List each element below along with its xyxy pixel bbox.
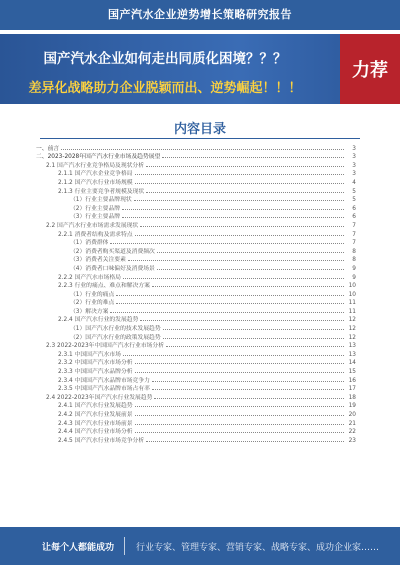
toc-entry-label: 2.4.3 国产汽水行业市场前景 bbox=[58, 420, 133, 427]
toc-entry-page: 3 bbox=[352, 145, 356, 152]
toc-entry-label: （2）国产汽水行业的政策发展趋势 bbox=[70, 334, 161, 341]
toc-entry-label: （1）国产汽水行业的技术发展趋势 bbox=[70, 326, 161, 333]
toc-leader-dots bbox=[110, 311, 344, 313]
toc-leader-dots bbox=[166, 345, 344, 347]
toc-entry-label: 2.2.2 国产汽水市场格局 bbox=[58, 274, 121, 281]
toc-leader-dots bbox=[123, 277, 344, 279]
report-title-bar bbox=[0, 0, 400, 30]
toc-leader-dots bbox=[134, 199, 344, 201]
toc-entry-label: 2.3.2 中国国产汽水市场分析 bbox=[58, 360, 133, 367]
toc-leader-dots bbox=[122, 208, 344, 210]
toc-leader-dots bbox=[135, 431, 344, 433]
toc-leader-dots bbox=[123, 354, 344, 356]
toc-entry-page: 9 bbox=[352, 274, 356, 281]
footer-experts: 行业专家、管理专家、营销专家、战略专家、成功企业家…… bbox=[136, 543, 380, 553]
toc-entry-label: 2.4 2022-2023年国产汽水行业发展趋势 bbox=[46, 394, 153, 401]
toc-entry-page: 12 bbox=[348, 334, 356, 341]
toc-entry-label: 2.1.3 行业主要竞争者规模及现状 bbox=[58, 188, 145, 195]
footer-divider bbox=[124, 537, 125, 555]
toc-entry-label: （3）消费者关注要素 bbox=[70, 257, 126, 264]
table-of-contents bbox=[36, 143, 356, 444]
toc-entry-label: 一、前言 bbox=[36, 145, 60, 152]
toc-entry-page: 3 bbox=[352, 171, 356, 178]
toc-entry-label: 2.2.3 行业的痛点、难点和解决方案 bbox=[58, 283, 150, 290]
toc-divider bbox=[40, 138, 360, 139]
toc-entry-label: 2.4.4 国产汽水行业市场分析 bbox=[58, 429, 133, 436]
toc-entry-page: 7 bbox=[352, 231, 356, 238]
toc-leader-dots bbox=[146, 165, 344, 167]
toc-entry-page: 21 bbox=[348, 420, 356, 427]
toc-entry-label: （4）消费者口味偏好及消费场景 bbox=[70, 265, 155, 272]
toc-entry-label: （2）消费者购买渠道及消费频次 bbox=[70, 248, 155, 255]
toc-leader-dots bbox=[116, 294, 344, 296]
toc-leader-dots bbox=[140, 319, 344, 321]
toc-entry-page: 12 bbox=[348, 326, 356, 333]
toc-entry-page: 23 bbox=[348, 437, 356, 444]
toc-entry-page: 8 bbox=[352, 248, 356, 255]
toc-entry-page: 3 bbox=[352, 162, 356, 169]
toc-entry-page: 15 bbox=[348, 369, 356, 376]
toc-entry-label: 2.3.1 中国国产汽水市场 bbox=[58, 351, 121, 358]
toc-entry-label: 2.2.1 消费者结构及需求特点 bbox=[58, 231, 133, 238]
toc-entry-page: 17 bbox=[348, 386, 356, 393]
toc-entry-label: 2.1 国产汽水行业竞争格局及现状分析 bbox=[46, 162, 145, 169]
toc-leader-dots bbox=[152, 380, 344, 382]
toc-entry-label: （2）行业主要品牌 bbox=[70, 205, 121, 212]
toc-leader-dots bbox=[135, 362, 344, 364]
toc-entry-page: 5 bbox=[352, 188, 356, 195]
toc-leader-dots bbox=[157, 251, 344, 253]
toc-leader-dots bbox=[152, 388, 344, 390]
toc-entry-page: 11 bbox=[348, 300, 356, 307]
toc-leader-dots bbox=[135, 414, 344, 416]
toc-leader-dots bbox=[61, 148, 344, 150]
toc-entry-page: 14 bbox=[348, 360, 356, 367]
toc-entry-label: 2.4.2 国产汽水行业发展前景 bbox=[58, 412, 133, 418]
toc-entry-page: 22 bbox=[348, 429, 356, 436]
toc-entry-page: 10 bbox=[348, 283, 356, 290]
toc-leader-dots bbox=[135, 182, 344, 184]
toc-entry-page: 18 bbox=[348, 394, 356, 401]
toc-entry-page: 19 bbox=[348, 403, 356, 410]
toc-entry-label: （1）消费群体 bbox=[70, 240, 109, 247]
toc-entry-label: 2.4.1 国产汽水行业发展趋势 bbox=[58, 403, 133, 410]
toc-entry-page: 7 bbox=[352, 222, 356, 229]
report-title: 国产汽水企业逆势增长策略研究报告 bbox=[108, 8, 292, 21]
toc-entry-label: （1）行业主要品牌现状 bbox=[70, 197, 132, 204]
toc-leader-dots bbox=[110, 242, 344, 244]
toc-entry-label: 2.3.4 中国国产汽水品牌市场竞争力 bbox=[58, 377, 150, 384]
footer-bar bbox=[0, 527, 400, 565]
toc-entry-page: 9 bbox=[352, 265, 356, 272]
toc-leader-dots bbox=[154, 397, 344, 399]
toc-leader-dots bbox=[135, 423, 344, 425]
toc-entry-label: 2.3.3 中国国产汽水品牌分析 bbox=[58, 369, 133, 376]
toc-entry-label: （2）行业的难点 bbox=[70, 300, 115, 307]
toc-entry-page: 11 bbox=[348, 308, 356, 315]
toc-entry-page: 10 bbox=[348, 291, 356, 298]
toc-entry-page: 16 bbox=[348, 377, 356, 384]
toc-leader-dots bbox=[116, 302, 344, 304]
toc-leader-dots bbox=[135, 405, 344, 407]
toc-leader-dots bbox=[122, 216, 344, 218]
toc-entry-page: 4 bbox=[352, 179, 356, 186]
recommend-badge: 力荐 bbox=[340, 34, 400, 104]
toc-entry-page: 7 bbox=[352, 240, 356, 247]
toc-leader-dots bbox=[135, 371, 344, 373]
toc-leader-dots bbox=[162, 156, 344, 158]
toc-entry-label: 二、2023-2028年国产汽水行业市场及趋势展望 bbox=[36, 154, 161, 161]
toc-leader-dots bbox=[128, 259, 344, 261]
toc-leader-dots bbox=[163, 337, 344, 339]
toc-entry[interactable] bbox=[36, 435, 356, 444]
toc-leader-dots bbox=[146, 440, 344, 442]
toc-leader-dots bbox=[146, 191, 344, 193]
toc-entry-page: 3 bbox=[352, 154, 356, 161]
banner-headline: 国产汽水企业如何走出同质化困境？？？ bbox=[43, 51, 287, 67]
toc-entry-label: 2.4.5 国产汽水行业市场竞争分析 bbox=[58, 437, 145, 444]
toc-entry-label: 2.3 2022-2023年中国国产汽水行业市场分析 bbox=[46, 343, 165, 350]
toc-leader-dots bbox=[163, 328, 344, 330]
toc-entry-page: 12 bbox=[348, 317, 356, 324]
toc-entry-page: 13 bbox=[348, 343, 356, 350]
banner-subline: 差异化战略助力企业脱颖而出、逆势崛起！！！ bbox=[28, 81, 302, 96]
toc-leader-dots bbox=[135, 234, 344, 236]
hero-banner bbox=[0, 34, 400, 104]
toc-entry-label: 2.1.1 国产汽水企业竞争格局 bbox=[58, 171, 133, 178]
toc-title: 内容目录 bbox=[173, 122, 226, 137]
toc-entry-page: 6 bbox=[352, 205, 356, 212]
toc-entry-page: 8 bbox=[352, 257, 356, 264]
toc-entry-label: （3）解决方案 bbox=[70, 308, 109, 315]
toc-entry-label: 2.1.2 国产汽水行业市场规模 bbox=[58, 179, 133, 186]
toc-leader-dots bbox=[152, 285, 344, 287]
toc-entry-page: 5 bbox=[352, 197, 356, 204]
toc-entry-page: 13 bbox=[348, 351, 356, 358]
toc-leader-dots bbox=[157, 268, 344, 270]
toc-entry-page: 6 bbox=[352, 214, 356, 221]
toc-entry-label: （3）行业主要品牌 bbox=[70, 214, 121, 221]
toc-entry-label: 2.2 国产汽水行业市场需求发展现状 bbox=[46, 222, 139, 229]
toc-entry-label: 2.2.4 国产汽水行业的发展趋势 bbox=[58, 317, 139, 324]
toc-entry-page: 20 bbox=[348, 412, 356, 418]
footer-slogan: 让每个人都能成功 bbox=[42, 543, 115, 553]
toc-entry-label: 2.3.5 中国国产汽水品牌市场占有率 bbox=[58, 386, 150, 393]
toc-leader-dots bbox=[135, 173, 344, 175]
toc-leader-dots bbox=[140, 225, 344, 227]
toc-entry-label: （1）行业的痛点 bbox=[70, 291, 115, 298]
